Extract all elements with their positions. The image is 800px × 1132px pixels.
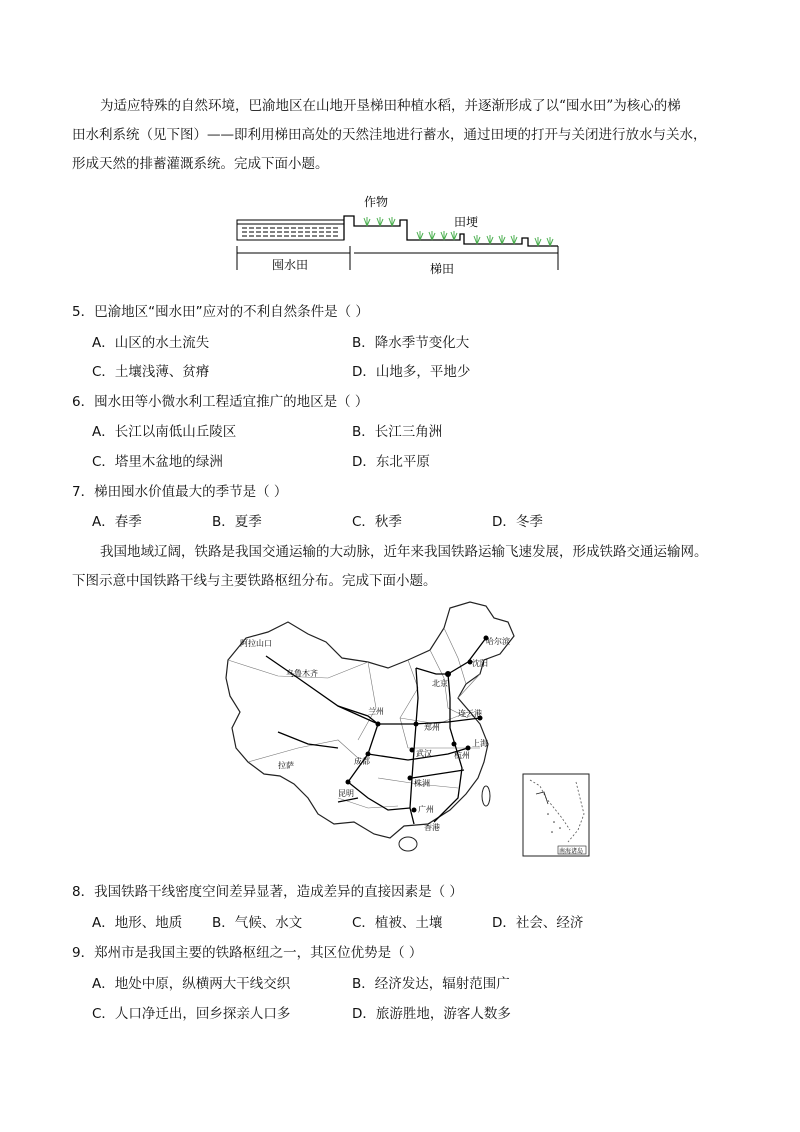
city-beijing: 北京 xyxy=(432,679,448,688)
city-zhuzhou: 株洲 xyxy=(414,779,430,788)
question-7-option-a: A．春季 xyxy=(92,514,142,530)
city-lianyungang: 连云港 xyxy=(458,709,482,718)
china-railway-map xyxy=(218,598,598,862)
question-8-option-b: B．气候、水文 xyxy=(212,915,303,931)
passage-2 xyxy=(72,538,732,567)
label-terrace: 梯田 xyxy=(430,262,455,276)
question-7-stem: 7．梯田囤水价值最大的季节是（ ） xyxy=(72,484,288,500)
question-9-option-c: C．人口净迁出，回乡探亲人口多 xyxy=(92,1006,291,1022)
question-6-stem: 6．囤水田等小微水利工程适宜推广的地区是（ ） xyxy=(72,394,369,410)
taiwan-island xyxy=(482,786,490,806)
passage-1-line-3: 形成天然的排蓄灌溉系统。完成下面小题。 xyxy=(72,156,329,172)
city-hongkong: 香港 xyxy=(424,823,440,832)
question-6-option-d: D．东北平原 xyxy=(352,454,430,470)
question-9-option-d: D．旅游胜地，游客人数多 xyxy=(352,1006,511,1022)
city-lhasa: 拉萨 xyxy=(278,761,294,770)
question-5-option-a: A．山区的水土流失 xyxy=(92,335,210,351)
railway-lines xyxy=(266,638,486,824)
passage-1-line-1: 为适应特殊的自然环境，巴渝地区在山地开垦梯田种植水稻，并逐渐形成了以“囤水田”为核心的梯 xyxy=(100,98,681,114)
city-shanghai: 上海 xyxy=(472,739,488,748)
city-wuhan: 武汉 xyxy=(416,749,432,758)
label-crop: 作物 xyxy=(364,195,389,209)
question-6-option-b: B．长江三角洲 xyxy=(352,424,443,440)
province-borders xyxy=(228,628,480,808)
question-8-option-a: A．地形、地质 xyxy=(92,915,183,931)
city-guangzhou: 广州 xyxy=(418,805,434,814)
passage-2-line-1: 我国地域辽阔，铁路是我国交通运输的大动脉，近年来我国铁路运输飞速发展，形成铁路交通运输网。 xyxy=(100,544,708,560)
inset-label: 南海诸岛 xyxy=(559,848,584,855)
south-china-sea-inset xyxy=(523,774,589,856)
question-9-option-a: A．地处中原，纵横两大干线交织 xyxy=(92,976,291,992)
question-9-option-b: B．经济发达，辐射范围广 xyxy=(352,976,510,992)
question-8-option-c: C．植被、土壤 xyxy=(352,915,443,931)
passage-1-line-3-block xyxy=(72,150,732,179)
city-kunming: 昆明 xyxy=(338,789,354,798)
passage-1-line-2-block xyxy=(72,121,732,150)
city-alashankou: 阿拉山口 xyxy=(240,639,272,648)
question-6-option-c: C．塔里木盆地的绿洲 xyxy=(92,454,223,470)
city-harbin: 哈尔滨 xyxy=(486,637,510,646)
question-5-stem: 5．巴渝地区“囤水田”应对的不利自然条件是（ ） xyxy=(72,304,369,320)
question-5-option-d: D．山地多，平地少 xyxy=(352,364,471,380)
label-pond: 囤水田 xyxy=(272,258,309,272)
question-8-stem: 8．我国铁路干线密度空间差异显著，造成差异的直接因素是（ ） xyxy=(72,884,463,900)
terrace-profile xyxy=(344,216,558,246)
question-5-option-c: C．土壤浅薄、贫瘠 xyxy=(92,364,210,380)
pond-shape xyxy=(237,220,344,240)
passage-2-line-2-block xyxy=(72,567,732,596)
question-7-option-c: C．秋季 xyxy=(352,514,402,530)
passage-1 xyxy=(72,92,732,121)
question-9-stem: 9．郑州市是我国主要的铁路枢纽之一，其区位优势是（ ） xyxy=(72,945,423,961)
question-7-option-d: D．冬季 xyxy=(492,514,543,530)
city-hangzhou: 杭州 xyxy=(454,751,470,760)
city-chengdu: 成都 xyxy=(354,757,370,766)
city-lanzhou: 兰州 xyxy=(368,707,384,716)
city-shenyang: 沈阳 xyxy=(472,659,488,668)
passage-2-line-2: 下图示意中国铁路干线与主要铁路枢纽分布。完成下面小题。 xyxy=(72,573,437,589)
question-7-option-b: B．夏季 xyxy=(212,514,262,530)
terrace-diagram xyxy=(232,188,572,283)
passage-1-line-2: 田水利系统（见下图）——即利用梯田高处的天然洼地进行蓄水，通过田埂的打开与关闭进行放水与关水， xyxy=(72,127,707,143)
question-5-option-b: B．降水季节变化大 xyxy=(352,335,470,351)
label-ridge: 田埂 xyxy=(454,215,479,229)
question-6-option-a: A．长江以南低山丘陵区 xyxy=(92,424,237,440)
hainan-island xyxy=(399,837,417,851)
city-zhengzhou: 郑州 xyxy=(424,723,440,732)
question-8-option-d: D．社会、经济 xyxy=(492,915,584,931)
city-urumqi: 乌鲁木齐 xyxy=(286,669,318,678)
